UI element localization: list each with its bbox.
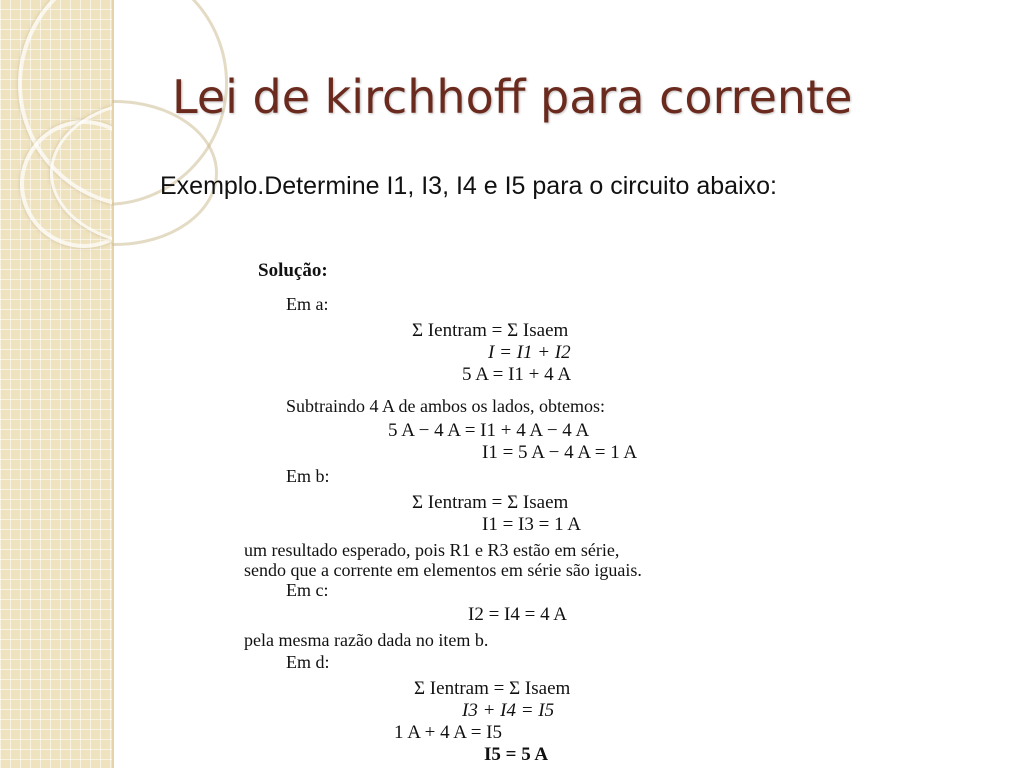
solution-line: um resultado esperado, pois R1 e R3 estão em série, <box>244 540 620 560</box>
solution-equation: I5 = 5 A <box>484 744 549 765</box>
solution-equation: 5 A − 4 A = I1 + 4 A − 4 A <box>388 420 590 441</box>
solution-equation: I2 = I4 = 4 A <box>468 604 568 625</box>
decorative-side-band <box>0 0 114 768</box>
solution-equation: I3 + I4 = I5 <box>462 700 555 721</box>
solution-line: sendo que a corrente em elementos em série são iguais. <box>244 560 642 580</box>
solution-line: pela mesma razão dada no item b. <box>244 630 489 650</box>
solution-equation: Σ Ientram = Σ Isaem <box>412 492 569 513</box>
solution-line: Em a: <box>286 294 329 314</box>
decorative-arcs <box>112 0 312 260</box>
solution-line: Em d: <box>286 652 330 672</box>
slide-title: Lei de kirchhoff para corrente <box>172 70 853 124</box>
solution-line: Em b: <box>286 466 330 486</box>
solution-image <box>244 258 864 763</box>
solution-equation: Σ Ientram = Σ Isaem <box>414 678 571 699</box>
solution-heading: Solução: <box>258 260 328 281</box>
solution-equation: I1 = 5 A − 4 A = 1 A <box>482 442 638 463</box>
solution-equation: 5 A = I1 + 4 A <box>462 364 572 385</box>
solution-equation: I = I1 + I2 <box>488 342 571 363</box>
solution-equation: Σ Ientram = Σ Isaem <box>412 320 569 341</box>
solution-equation: 1 A + 4 A = I5 <box>394 722 503 743</box>
solution-equation: I1 = I3 = 1 A <box>482 514 582 535</box>
solution-line: Em c: <box>286 580 329 600</box>
solution-line: Subtraindo 4 A de ambos os lados, obtemos: <box>286 396 605 416</box>
intro-text: Exemplo.Determine I1, I3, I4 e I5 para o circuito abaixo: <box>160 172 777 200</box>
